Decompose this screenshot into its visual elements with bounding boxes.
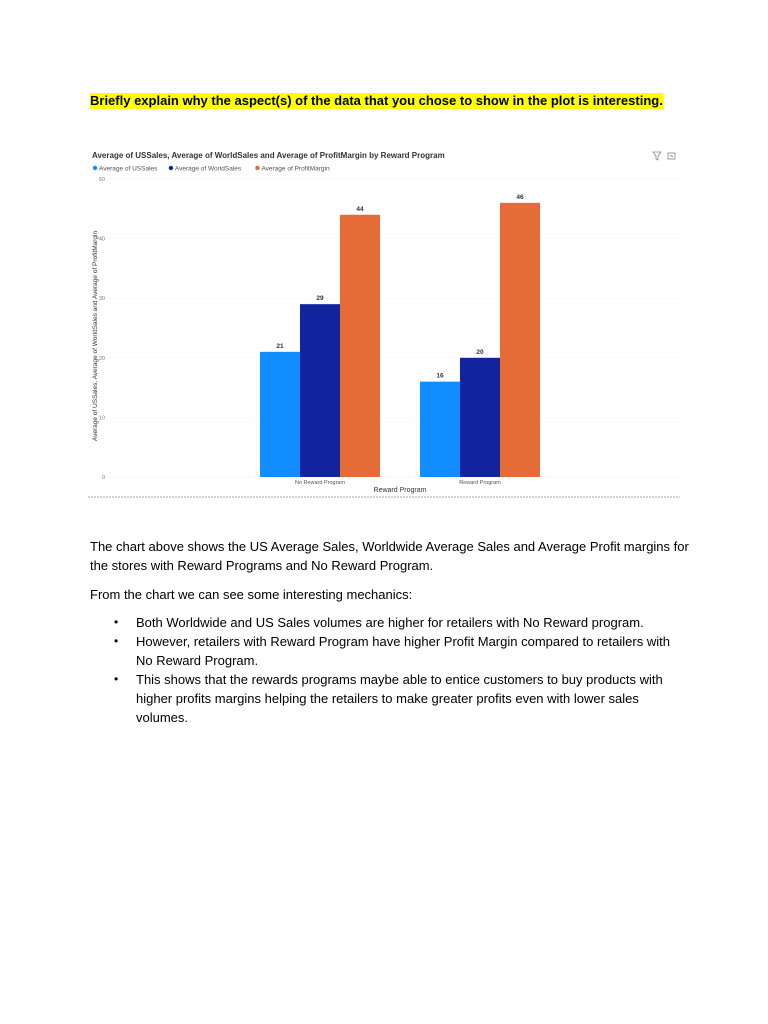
chart-title: Average of USSales, Average of WorldSales and Average of ProfitMargin by Reward Program (92, 151, 445, 160)
list-item (114, 632, 674, 670)
legend-marker-0 (93, 166, 97, 170)
paragraph-chart-description: The chart above shows the US Average Sales, Worldwide Average Sales and Average Profit margins for the stores with Reward Programs and No Reward Program. (90, 539, 689, 573)
data-label-0-0: 21 (276, 342, 284, 350)
findings-list (114, 613, 674, 727)
filter-icon[interactable] (653, 152, 661, 160)
data-label-1-1: 20 (476, 348, 484, 356)
list-item (114, 670, 674, 727)
x-tick-label-0: No Reward Program (294, 480, 346, 486)
y-tick-label-4: 40 (98, 236, 105, 243)
x-axis-label: Reward Program (373, 487, 427, 494)
chart-bars (260, 203, 540, 477)
data-label-0-2: 44 (356, 205, 364, 213)
y-tick-label-5: 50 (98, 177, 105, 183)
list-item-text: However, retailers with Reward Program have higher Profit Margin compared to retailers with No Reward Program. (136, 634, 670, 668)
chart-gridlines (108, 179, 680, 477)
list-item-text: This shows that the rewards programs maybe able to entice customers to buy products with higher profits margins helping the retailers to make greater profits even with lower sales volumes. (136, 672, 663, 725)
x-axis-ticks (295, 480, 501, 486)
bar-1-0 (420, 382, 460, 477)
bar-1-2 (500, 203, 540, 477)
paragraph-mechanics-intro: From the chart we can see some interesting mechanics: (90, 587, 413, 602)
chart-legend (93, 166, 330, 173)
expand-icon[interactable] (668, 153, 675, 159)
bullet-icon: • (114, 615, 119, 629)
y-tick-label-3: 30 (98, 296, 105, 303)
y-tick-label-2: 20 (98, 355, 105, 362)
y-tick-label-1: 10 (98, 415, 105, 422)
bar-1-1 (460, 358, 500, 477)
list-item (114, 613, 674, 632)
y-tick-label-0: 0 (101, 475, 105, 481)
legend-marker-1 (169, 166, 173, 170)
legend-label-2: Average of ProfitMargin (261, 165, 330, 173)
list-item-text: Both Worldwide and US Sales volumes are higher for retailers with No Reward program. (136, 615, 644, 630)
y-axis-label: Average of USSales, Average of WorldSales and Average of ProfitMargin (92, 230, 99, 442)
legend-label-0: Average of USSales (99, 165, 158, 173)
data-label-0-1: 29 (316, 295, 324, 303)
data-label-1-2: 46 (516, 193, 524, 201)
legend-label-1: Average of WorldSales (174, 165, 242, 173)
bar-0-1 (300, 304, 340, 477)
chart-svg (88, 143, 680, 500)
question-heading: Briefly explain why the aspect(s) of the data that you chose to show in the plot is interesting. (90, 93, 663, 108)
bar-chart (88, 143, 680, 500)
bar-0-0 (260, 352, 300, 477)
bullet-icon: • (114, 672, 119, 686)
y-axis-ticks (99, 177, 105, 481)
bullet-icon: • (114, 634, 119, 648)
data-label-1-0: 16 (436, 372, 444, 380)
x-tick-label-1: Reward Program (459, 480, 501, 486)
bar-0-2 (340, 215, 380, 477)
legend-marker-2 (255, 166, 259, 170)
